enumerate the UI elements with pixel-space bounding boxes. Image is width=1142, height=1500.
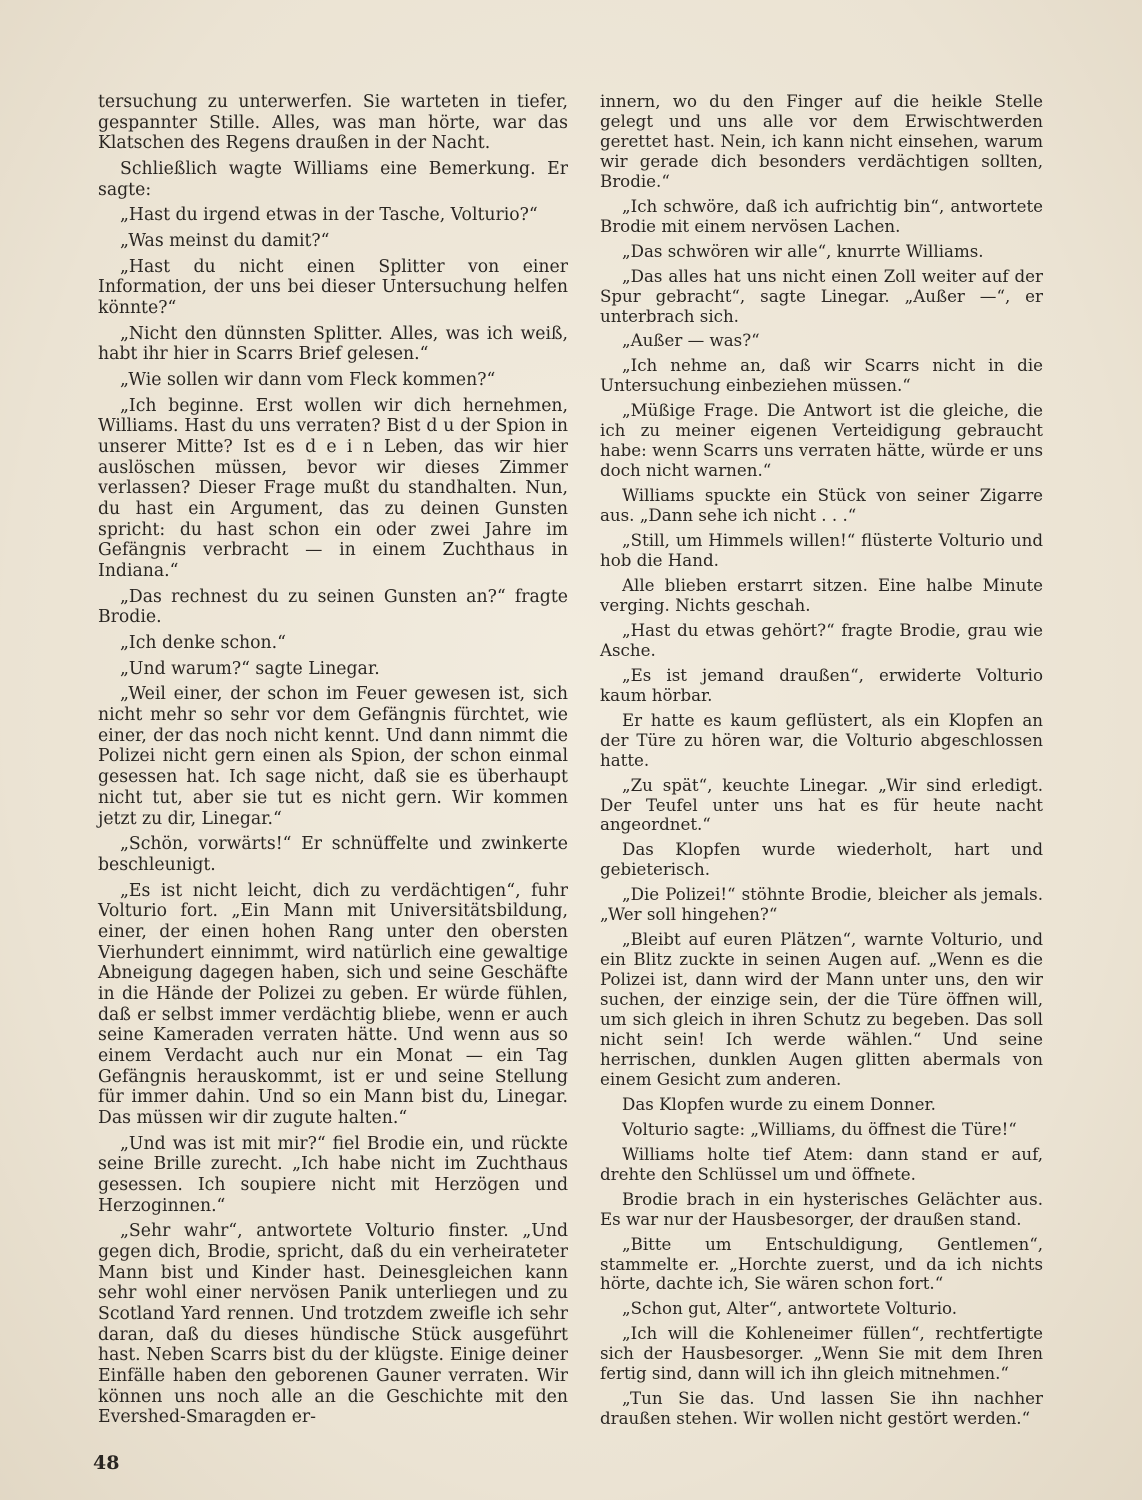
paragraph: „Wie sollen wir dann vom Fleck kommen?“ bbox=[120, 370, 496, 391]
paragraph: „Ich beginne. Erst wollen wir dich hernehmen, Williams. Hast du uns verraten? Bist d u der Spion in unserer Mitte? Ist es d e i n Leben, das wir hier auslöschen müssen, bevor wir dieses Zimmer verlassen? Dieser Frage mußt du standhalten. Nun, du hast ein Argument, das zu deinen Gunsten spricht: du hast schon ein oder zwei Jahre im Gefängnis verbracht — in einem Zuchthaus in Indiana.“ bbox=[98, 395, 568, 582]
paragraph: „Bleibt auf euren Plätzen“, warnte Volturio, und ein Blitz zuckte in seinen Augen auf. „Wenn es die Polizei ist, dann wird der Mann unter uns, den wir suchen, der einzige sein, der die Türe öffnen will, um sich gleich in ihren Schutz zu begeben. Das soll nicht sein! Ich werde wählen.“ Und seine herrischen, dunklen Augen glitten abermals von einem Gesicht zum anderen. bbox=[600, 930, 1043, 1089]
paragraph: „Hast du etwas gehört?“ fragte Brodie, grau wie Asche. bbox=[600, 620, 1043, 660]
paragraph: Alle blieben erstarrt sitzen. Eine halbe Minute verging. Nichts geschah. bbox=[600, 575, 1043, 615]
left-column bbox=[98, 92, 568, 1433]
paragraph: „Hast du irgend etwas in der Tasche, Volturio?“ bbox=[120, 205, 538, 226]
paragraph: „Hast du nicht einen Splitter von einer Information, der uns bei dieser Untersuchung helfen könnte?“ bbox=[98, 256, 568, 319]
paragraph: „Ich denke schon.“ bbox=[120, 633, 286, 654]
paragraph: „Außer — was?“ bbox=[622, 331, 760, 351]
paragraph: Er hatte es kaum geflüstert, als ein Klopfen an der Türe zu hören war, die Volturio abgeschlossen hatte. bbox=[600, 710, 1043, 770]
paragraph: „Weil einer, der schon im Feuer gewesen ist, sich nicht mehr so sehr vor dem Gefängnis fürchtet, wie einer, der das noch nicht kennt. Und dann nimmt die Polizei nicht gern einen als Spion, der schon einmal gesessen hat. Ich sage nicht, daß sie es überhaupt nicht tut, aber sie tut es nicht gern. Wir kommen jetzt zu dir, Linegar.“ bbox=[98, 684, 568, 829]
paragraph: Das Klopfen wurde zu einem Donner. bbox=[622, 1094, 936, 1114]
paragraph: innern, wo du den Finger auf die heikle Stelle gelegt und uns alle vor dem Erwischtwerden gerettet hast. Nein, ich kann nicht einsehen, warum wir gerade dich besonders verdächtigen sollten, Brodie.“ bbox=[600, 92, 1043, 191]
paragraph: Schließlich wagte Williams eine Bemerkung. Er sagte: bbox=[98, 159, 568, 200]
paragraph: „Das alles hat uns nicht einen Zoll weiter auf der Spur gebracht“, sagte Linegar. „Außer —“, er unterbrach sich. bbox=[600, 266, 1043, 326]
paragraph: „Ich will die Kohleneimer füllen“, rechtfertigte sich der Hausbesorger. „Wenn Sie mit dem Ihren fertig sind, dann will ich ihn gleich mitnehmen.“ bbox=[600, 1324, 1043, 1384]
paragraph: „Was meinst du damit?“ bbox=[120, 231, 330, 252]
paragraph: „Es ist nicht leicht, dich zu verdächtigen“, fuhr Volturio fort. „Ein Mann mit Universitätsbildung, einer, der einen hohen Rang unter den obersten Vierhundert einnimmt, wird natürlich eine gewaltige Abneigung dagegen haben, sich und seine Geschäfte in die Hände der Polizei zu geben. Er würde fühlen, daß er selbst immer verdächtig bliebe, wenn er auch seine Kameraden verraten hätte. Und wenn aus so einem Verdacht auch nur ein Monat — ein Tag Gefängnis herauskommt, ist er und seine Stellung für immer dahin. Und so ein Mann bist du, Linegar. Das müssen wir dir zugute halten.“ bbox=[98, 880, 568, 1128]
paragraph: „Schön, vorwärts!“ Er schnüffelte und zwinkerte beschleunigt. bbox=[98, 834, 568, 875]
right-column bbox=[600, 92, 1043, 1434]
paragraph: Volturio sagte: „Williams, du öffnest die Türe!“ bbox=[622, 1119, 1017, 1139]
paragraph: „Und was ist mit mir?“ fiel Brodie ein, und rückte seine Brille zurecht. „Ich habe nicht im Zuchthaus gesessen. Ich soupiere nicht mit Herzögen und Herzoginnen.“ bbox=[98, 1133, 568, 1216]
paragraph: „Bitte um Entschuldigung, Gentlemen“, stammelte er. „Horchte zuerst, und da ich nichts hörte, dachte ich, Sie wären schon fort.“ bbox=[600, 1234, 1043, 1294]
paragraph: „Schon gut, Alter“, antwortete Volturio. bbox=[622, 1299, 958, 1319]
paragraph: „Und warum?“ sagte Linegar. bbox=[120, 658, 380, 679]
paragraph: Das Klopfen wurde wiederholt, hart und gebieterisch. bbox=[600, 840, 1043, 880]
paragraph: „Nicht den dünnsten Splitter. Alles, was ich weiß, habt ihr hier in Scarrs Brief gelesen.“ bbox=[98, 323, 568, 365]
paragraph: „Das rechnest du zu seinen Gunsten an?“ fragte Brodie. bbox=[98, 586, 568, 628]
paragraph: Brodie brach in ein hysterisches Gelächter aus. Es war nur der Hausbesorger, der draußen stand. bbox=[600, 1189, 1043, 1229]
paragraph: „Müßige Frage. Die Antwort ist die gleiche, die ich zu meiner eigenen Verteidigung gebraucht habe: wenn Scarrs uns verraten hätte, würde er uns doch nicht warnen.“ bbox=[600, 401, 1043, 481]
paragraph: „Still, um Himmels willen!“ flüsterte Volturio und hob die Hand. bbox=[600, 531, 1043, 571]
paragraph: „Es ist jemand draußen“, erwiderte Volturio kaum hörbar. bbox=[600, 665, 1043, 705]
paragraph: „Sehr wahr“, antwortete Volturio finster. „Und gegen dich, Brodie, spricht, daß du ein verheirateter Mann bist und Kinder hast. Deinesgleichen kann sehr wohl einer nervösen Panik unterliegen und zu Scotland Yard rennen. Und trotzdem zweifle ich sehr daran, daß du dieses hündische Stück ausgeführt hast. Neben Scarrs bist du der klügste. Einige deiner Einfälle haben den geborenen Gauner verraten. Wir können uns noch alle an die Geschichte mit den Evershed-Smaragden er- bbox=[98, 1221, 568, 1428]
paragraph: tersuchung zu unterwerfen. Sie warteten in tiefer, gespannter Stille. Alles, was man hörte, war das Klatschen des Regens draußen in der Nacht. bbox=[98, 92, 568, 154]
page-number: 48 bbox=[93, 1452, 120, 1474]
paragraph: „Die Polizei!“ stöhnte Brodie, bleicher als jemals. „Wer soll hingehen?“ bbox=[600, 885, 1043, 925]
paragraph: Williams holte tief Atem: dann stand er auf, drehte den Schlüssel um und öffnete. bbox=[600, 1144, 1043, 1184]
paragraph: „Tun Sie das. Und lassen Sie ihn nachher draußen stehen. Wir wollen nicht gestört werden.“ bbox=[600, 1389, 1043, 1429]
paragraph: „Das schwören wir alle“, knurrte Williams. bbox=[622, 241, 984, 261]
paragraph: „Ich nehme an, daß wir Scarrs nicht in die Untersuchung einbeziehen müssen.“ bbox=[600, 356, 1043, 396]
paragraph: „Zu spät“, keuchte Linegar. „Wir sind erledigt. Der Teufel unter uns hat es für heute nacht angeordnet.“ bbox=[600, 775, 1043, 835]
paragraph: Williams spuckte ein Stück von seiner Zigarre aus. „Dann sehe ich nicht . . .“ bbox=[600, 486, 1043, 526]
paragraph: „Ich schwöre, daß ich aufrichtig bin“, antwortete Brodie mit einem nervösen Lachen. bbox=[600, 196, 1043, 236]
